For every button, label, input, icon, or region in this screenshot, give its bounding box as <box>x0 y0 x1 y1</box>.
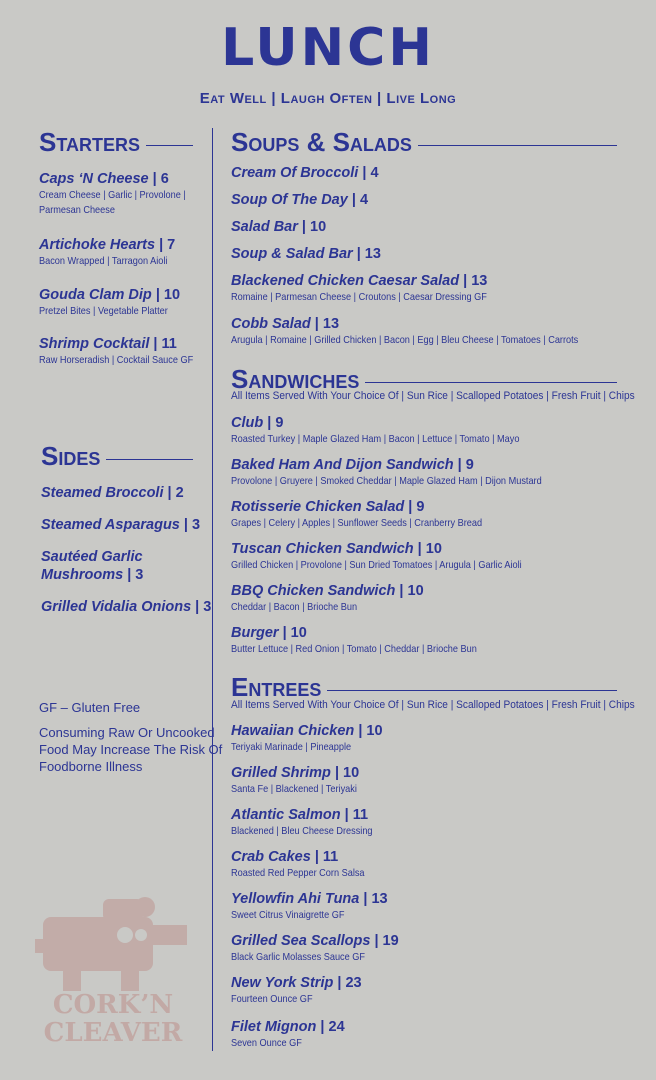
menu-item-baked-ham-dijon: Baked Ham And Dijon Sandwich | 9 Provolone | Gruyere | Smoked Cheddar | Maple Glazed Ham | Dijon Mustard <box>231 457 542 487</box>
menu-title: LUNCH <box>221 18 435 78</box>
starters-heading: Starters <box>39 127 193 157</box>
menu-item-gouda-clam-dip: Gouda Clam Dip | 10 Pretzel Bites | Vegetable Platter <box>39 287 181 317</box>
menu-item-hawaiian-chicken: Hawaiian Chicken | 10 Teriyaki Marinade | Pineapple <box>231 723 383 753</box>
menu-item-crab-cakes: Crab Cakes | 11 Roasted Red Pepper Corn Salsa <box>231 849 365 879</box>
menu-item-club: Club | 9 Roasted Turkey | Maple Glazed Ham | Bacon | Lettuce | Tomato | Mayo <box>231 415 520 445</box>
gluten-free-note: GF – Gluten Free <box>39 700 141 715</box>
entrees-sides-note: All Items Served With Your Choice Of | Sun Rice | Scalloped Potatoes | Fresh Fruit | Chips <box>231 699 635 711</box>
soups-salads-heading: Soups & Salads <box>231 127 617 157</box>
menu-item-grilled-vidalia-onions: Grilled Vidalia Onions | 3 <box>41 599 212 615</box>
column-divider <box>212 128 213 1051</box>
menu-item-soup-salad-bar: Soup & Salad Bar | 13 <box>231 246 381 262</box>
sandwiches-sides-note: All Items Served With Your Choice Of | Sun Rice | Scalloped Potatoes | Fresh Fruit | Chips <box>231 390 635 402</box>
menu-item-tuscan-chicken: Tuscan Chicken Sandwich | 10 Grilled Chicken | Provolone | Sun Dried Tomatoes | Arugula | Garlic Aioli <box>231 541 522 571</box>
menu-item-atlantic-salmon: Atlantic Salmon | 11 Blackened | Bleu Cheese Dressing <box>231 807 373 837</box>
menu-item-salad-bar: Salad Bar | 10 <box>231 219 327 235</box>
svg-text:CLEAVER: CLEAVER <box>43 1018 183 1048</box>
entrees-heading: Entrees <box>231 672 617 702</box>
menu-item-bbq-chicken: BBQ Chicken Sandwich | 10 Cheddar | Bacon | Brioche Bun <box>231 583 424 613</box>
menu-item-cream-of-broccoli: Cream Of Broccoli | 4 <box>231 165 379 181</box>
menu-item-cobb-salad: Cobb Salad | 13 Arugula | Romaine | Grilled Chicken | Bacon | Egg | Bleu Cheese | Tomatoes | Carrots <box>231 316 579 346</box>
menu-item-filet-mignon: Filet Mignon | 24 Seven Ounce GF <box>231 1019 345 1049</box>
menu-item-burger: Burger | 10 Butter Lettuce | Red Onion | Tomato | Cheddar | Brioche Bun <box>231 625 477 655</box>
menu-item-soup-of-the-day: Soup Of The Day | 4 <box>231 192 369 208</box>
cork-n-cleaver-logo <box>33 895 193 1055</box>
menu-item-shrimp-cocktail: Shrimp Cocktail | 11 Raw Horseradish | Cocktail Sauce GF <box>39 336 194 366</box>
svg-text:CORK’N: CORK’N <box>52 990 174 1020</box>
menu-item-grilled-shrimp: Grilled Shrimp | 10 Santa Fe | Blackened | Teriyaki <box>231 765 360 795</box>
sides-heading: Sides <box>41 441 193 471</box>
menu-item-grilled-sea-scallops: Grilled Sea Scallops | 19 Black Garlic Molasses Sauce GF <box>231 933 399 963</box>
sandwiches-heading: Sandwiches <box>231 364 617 394</box>
menu-item-new-york-strip: New York Strip | 23 Fourteen Ounce GF <box>231 975 362 1005</box>
tagline: Eat Well | Laugh Often | Live Long <box>199 90 457 107</box>
menu-item-steamed-asparagus: Steamed Asparagus | 3 <box>41 517 201 533</box>
menu-item-caps-n-cheese: Caps ‘N Cheese | 6 Cream Cheese | Garlic | Provolone | Parmesan Cheese <box>39 171 186 216</box>
menu-item-steamed-broccoli: Steamed Broccoli | 2 <box>41 485 184 501</box>
raw-food-warning: Consuming Raw Or Uncooked Food May Increase The Risk Of Foodborne Illness <box>39 725 223 774</box>
menu-item-blackened-chicken-caesar: Blackened Chicken Caesar Salad | 13 Romaine | Parmesan Cheese | Croutons | Caesar Dressing GF <box>231 273 488 303</box>
menu-item-sauteed-garlic-mushrooms: Sautéed Garlic Mushrooms | 3 <box>41 549 144 583</box>
menu-item-artichoke-hearts: Artichoke Hearts | 7 Bacon Wrapped | Tarragon Aioli <box>39 237 176 267</box>
menu-item-rotisserie-chicken-salad: Rotisserie Chicken Salad | 9 Grapes | Celery | Apples | Sunflower Seeds | Cranberry Bread <box>231 499 483 529</box>
menu-item-yellowfin-ahi-tuna: Yellowfin Ahi Tuna | 13 Sweet Citrus Vinaigrette GF <box>231 891 388 921</box>
